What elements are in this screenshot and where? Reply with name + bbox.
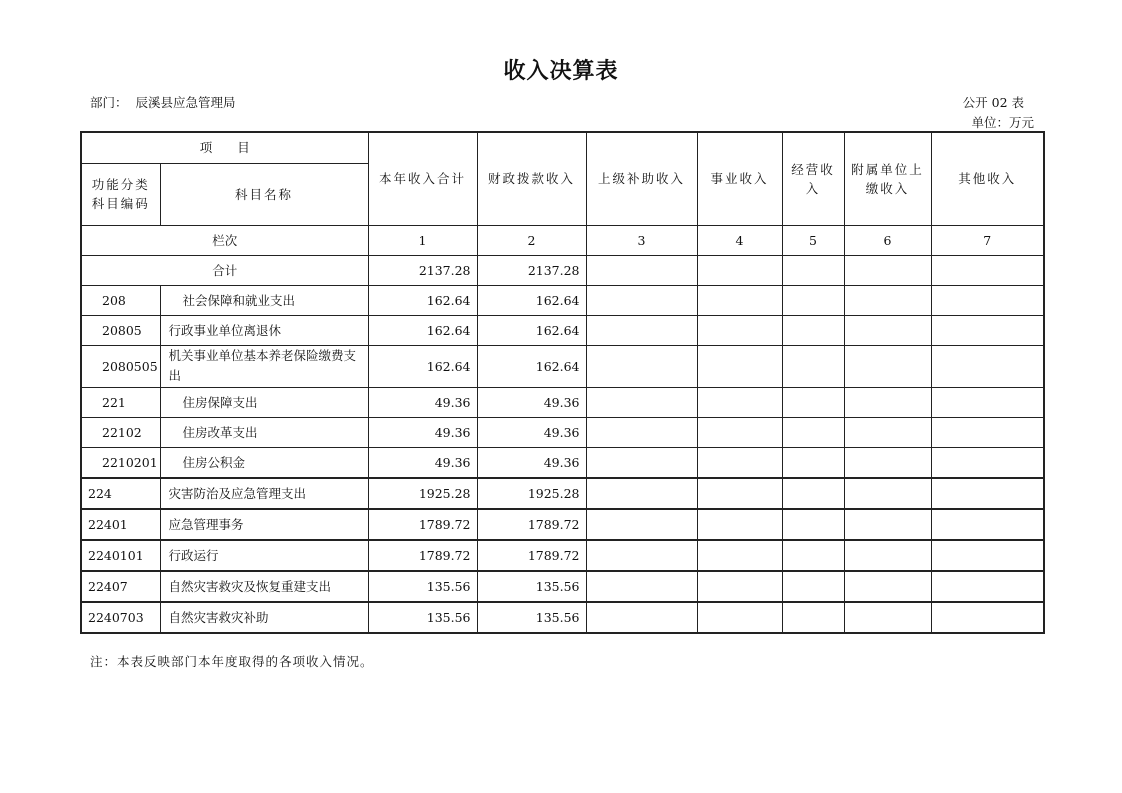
- total-row: [81, 255, 1044, 285]
- footnote: 注：本表反映部门本年度取得的各项收入情况。: [90, 654, 374, 669]
- page-title: 收入决算表: [503, 59, 619, 84]
- unit-label: 单位：万元: [971, 115, 1034, 130]
- row-name: 住房公积金: [160, 447, 368, 478]
- header-subject-name: 科目名称: [160, 163, 368, 225]
- row-code: 22407: [81, 571, 160, 602]
- row-code: 208: [81, 285, 160, 315]
- total-col2: 2137.28: [477, 255, 586, 285]
- column-index-label: 栏次: [81, 225, 368, 255]
- row-col1: 1925.28: [368, 478, 477, 509]
- column-index-2: 2: [477, 225, 586, 255]
- department-line: [90, 93, 236, 111]
- row-code: 22102: [81, 417, 160, 447]
- row-col1: 162.64: [368, 285, 477, 315]
- table-row: [81, 315, 1044, 345]
- total-col1: 2137.28: [368, 255, 477, 285]
- row-name: 灾害防治及应急管理支出: [160, 478, 368, 509]
- header-col5: 经营收入: [782, 132, 844, 225]
- column-index-5: 5: [782, 225, 844, 255]
- header-col1: 本年收入合计: [368, 132, 477, 225]
- row-name: 自然灾害救灾补助: [160, 602, 368, 633]
- row-col1: 135.56: [368, 602, 477, 633]
- row-col2: 1789.72: [477, 540, 586, 571]
- row-col1: 1789.72: [368, 540, 477, 571]
- header-col4: 事业收入: [697, 132, 782, 225]
- row-col2: 1925.28: [477, 478, 586, 509]
- column-index-7: 7: [931, 225, 1044, 255]
- department-name: 辰溪县应急管理局: [135, 95, 236, 110]
- row-col1: 49.36: [368, 447, 477, 478]
- column-index-4: 4: [697, 225, 782, 255]
- row-col1: 162.64: [368, 315, 477, 345]
- row-code: 2240703: [81, 602, 160, 633]
- row-code: 224: [81, 478, 160, 509]
- header-col7: 其他收入: [931, 132, 1044, 225]
- row-name: 行政事业单位离退休: [160, 315, 368, 345]
- row-col1: 1789.72: [368, 509, 477, 540]
- header-col3: 上级补助收入: [586, 132, 697, 225]
- column-index-6: 6: [844, 225, 931, 255]
- row-code: 2240101: [81, 540, 160, 571]
- column-index-3: 3: [586, 225, 697, 255]
- row-code: 221: [81, 387, 160, 417]
- table-row: [81, 602, 1044, 633]
- form-number: 公开 02 表: [962, 95, 1024, 110]
- row-name: 住房保障支出: [160, 387, 368, 417]
- row-col1: 135.56: [368, 571, 477, 602]
- table-row: [81, 540, 1044, 571]
- header-project: 项 目: [81, 132, 368, 163]
- total-label: 合计: [81, 255, 368, 285]
- department-label: 部门：: [90, 95, 128, 110]
- row-col2: 49.36: [477, 387, 586, 417]
- table-row: [81, 571, 1044, 602]
- table-row: [81, 417, 1044, 447]
- row-code: 22401: [81, 509, 160, 540]
- row-col1: 162.64: [368, 345, 477, 387]
- table-row: [81, 447, 1044, 478]
- row-name: 行政运行: [160, 540, 368, 571]
- row-col2: 162.64: [477, 345, 586, 387]
- table-row: [81, 345, 1044, 387]
- row-col2: 1789.72: [477, 509, 586, 540]
- row-col2: 162.64: [477, 315, 586, 345]
- row-col2: 135.56: [477, 571, 586, 602]
- income-table: [80, 131, 1045, 634]
- header-col6: 附属单位上缴收入: [844, 132, 931, 225]
- table-row: [81, 478, 1044, 509]
- row-col1: 49.36: [368, 417, 477, 447]
- row-code: 2210201: [81, 447, 160, 478]
- table-row: [81, 285, 1044, 315]
- row-col2: 162.64: [477, 285, 586, 315]
- row-name: 自然灾害救灾及恢复重建支出: [160, 571, 368, 602]
- row-col2: 49.36: [477, 417, 586, 447]
- row-code: 20805: [81, 315, 160, 345]
- row-name: 应急管理事务: [160, 509, 368, 540]
- row-col1: 49.36: [368, 387, 477, 417]
- row-col2: 49.36: [477, 447, 586, 478]
- header-col2: 财政拨款收入: [477, 132, 586, 225]
- row-name: 住房改革支出: [160, 417, 368, 447]
- row-code: 2080505: [81, 345, 160, 387]
- header-func-code: 功能分类科目编码: [81, 163, 160, 225]
- table-row: [81, 387, 1044, 417]
- row-name: 机关事业单位基本养老保险缴费支出: [160, 345, 368, 387]
- row-col2: 135.56: [477, 602, 586, 633]
- column-index-1: 1: [368, 225, 477, 255]
- row-name: 社会保障和就业支出: [160, 285, 368, 315]
- table-row: [81, 509, 1044, 540]
